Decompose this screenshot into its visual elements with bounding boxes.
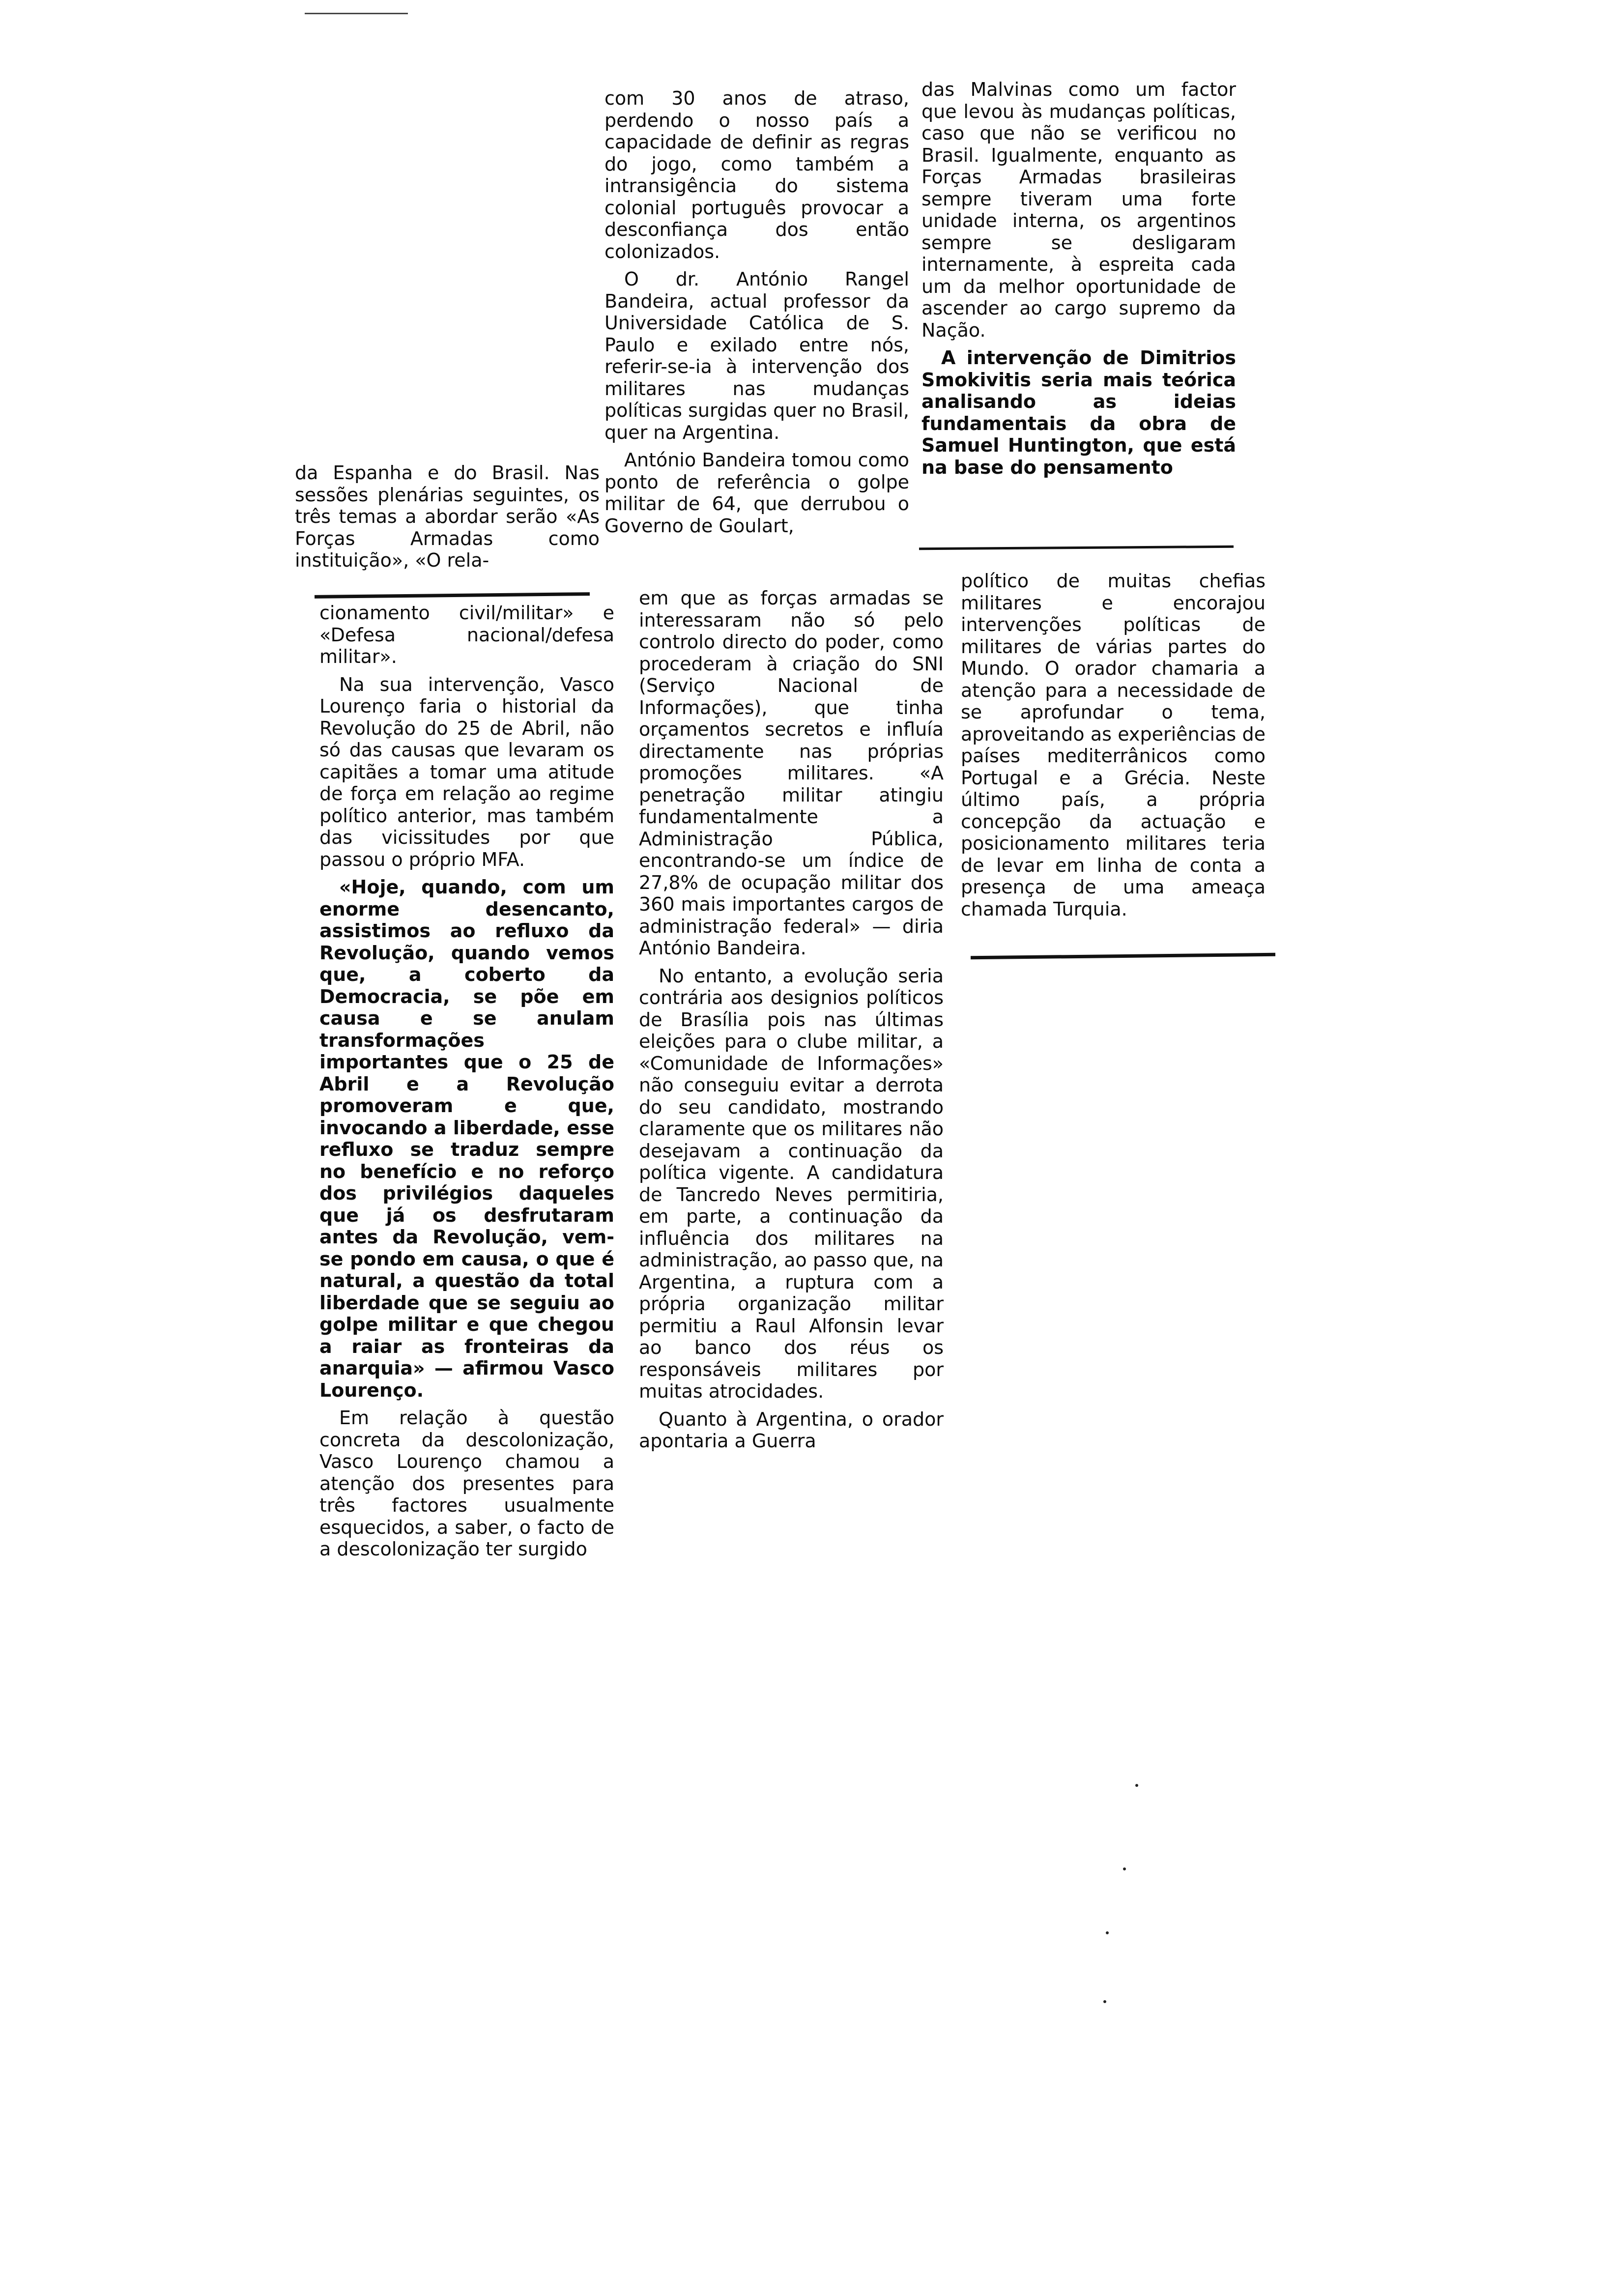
scan-speck: [1123, 1867, 1126, 1870]
paragraph: político de muitas chefias militares e encorajou intervenções políticas de militares de várias partes do Mundo. O orador chamaria a atenção para a necessidade de se aprofundar o tema, aproveitando as experiências de países mediterrânicos como Portugal e a Grécia. Neste último país, a própria concepção da actuação e posicionamento militares teria de levar em linha de conta a presença de uma ameaça chamada Turquia.: [961, 570, 1266, 920]
paragraph: A intervenção de Dimitrios Smokivitis seria mais teórica analisando as ideias fundamentais da obra de Samuel Huntington, que está na base do pensamento: [921, 347, 1236, 478]
scan-speck: [1103, 2000, 1106, 2003]
paragraph: Em relação à questão concreta da descolonização, Vasco Lourenço chamou a atenção dos presentes para três factores usualmente esquecidos, a saber, o facto de a descolonização ter surgido: [319, 1407, 614, 1560]
column-1: [319, 602, 614, 1566]
column-rule: [919, 545, 1234, 550]
paragraph: António Bandeira tomou como ponto de referência o golpe militar de 64, que derrubou o Governo de Goulart,: [604, 449, 909, 537]
column-3-upper: [921, 79, 1236, 484]
paragraph: Quanto à Argentina, o orador apontaria a Guerra: [639, 1408, 944, 1452]
paragraph: No entanto, a evolução seria contrária aos designios políticos de Brasília pois nas últimas eleições para o clube militar, a «Comunidade de Informações» não conseguiu evitar a derrota do seu candidato, mostrando claramente que os militares não desejavam a continuação da política vigente. A candidatura de Tancredo Neves permitiria, em parte, a continuação da influência dos militares na administração, ao passo que, na Argentina, a ruptura com a própria organização militar permitiu a Raul Alfonsin levar ao banco dos réus os responsáveis militares por muitas atrocidades.: [639, 965, 944, 1402]
scan-speck: [1135, 1784, 1138, 1787]
scan-edge-mark: [305, 13, 408, 14]
column-rule: [315, 592, 590, 599]
paragraph: da Espanha e do Brasil. Nas sessões plenárias seguintes, os três temas a abordar serão «As Forças Armadas como instituição», «O rela-: [295, 462, 600, 571]
paragraph: O dr. António Rangel Bandeira, actual professor da Universidade Católica de S. Paulo e exilado entre nós, referir-se-ia à intervenção dos militares nas mudanças políticas surgidas quer no Brasil, quer na Argentina.: [604, 268, 909, 443]
column-rule: [971, 953, 1275, 959]
scan-speck: [1106, 1931, 1109, 1934]
paragraph: em que as forças armadas se interessaram não só pelo controlo directo do poder, como procederam à criação do SNI (Serviço Nacional de Informações), que tinha orçamentos secretos e influía directamente nas próprias promoções militares. «A penetração militar atingiu fundamentalmente a Administração Pública, encontrando-se um índice de 27,8% de ocupação militar dos 360 mais importantes cargos de administração federal» — diria António Bandeira.: [639, 587, 944, 959]
paragraph: Na sua intervenção, Vasco Lourenço faria o historial da Revolução do 25 de Abril, não só das causas que levaram os capitães a tomar uma atitude de força em relação ao regime político anterior, mas também das vicissitudes por que passou o próprio MFA.: [319, 673, 614, 870]
paragraph: com 30 anos de atraso, perdendo o nosso país a capacidade de definir as regras do jogo, como também a intransigência do sistema colonial português provocar a desconfiança dos então colonizados.: [604, 87, 909, 262]
column-2-upper: [604, 87, 909, 543]
column-3: [961, 570, 1266, 926]
column-2: [639, 587, 944, 1458]
column-1-upper: [295, 462, 600, 577]
paragraph: das Malvinas como um factor que levou às mudanças políticas, caso que não se verificou no Brasil. Igualmente, enquanto as Forças Armadas brasileiras sempre tiveram uma forte unidade interna, os argentinos sempre se desligaram internamente, à espreita cada um da melhor oportunidade de ascender ao cargo supremo da Nação.: [921, 79, 1236, 341]
paragraph: cionamento civil/militar» e «Defesa nacional/defesa militar».: [319, 602, 614, 667]
paragraph: «Hoje, quando, com um enorme desencanto, assistimos ao refluxo da Revolução, quando vemos que, a coberto da Democracia, se põe em causa e se anulam transformações importantes que o 25 de Abril e a Revolução promoveram e que, invocando a liberdade, esse refluxo se traduz sempre no benefício e no reforço dos privilégios daqueles que já os desfrutaram antes da Revolução, vem-se pondo em causa, o que é natural, a questão da total liberdade que se seguiu ao golpe militar e que chegou a raiar as fronteiras da anarquia» — afirmou Vasco Lourenço.: [319, 876, 614, 1401]
